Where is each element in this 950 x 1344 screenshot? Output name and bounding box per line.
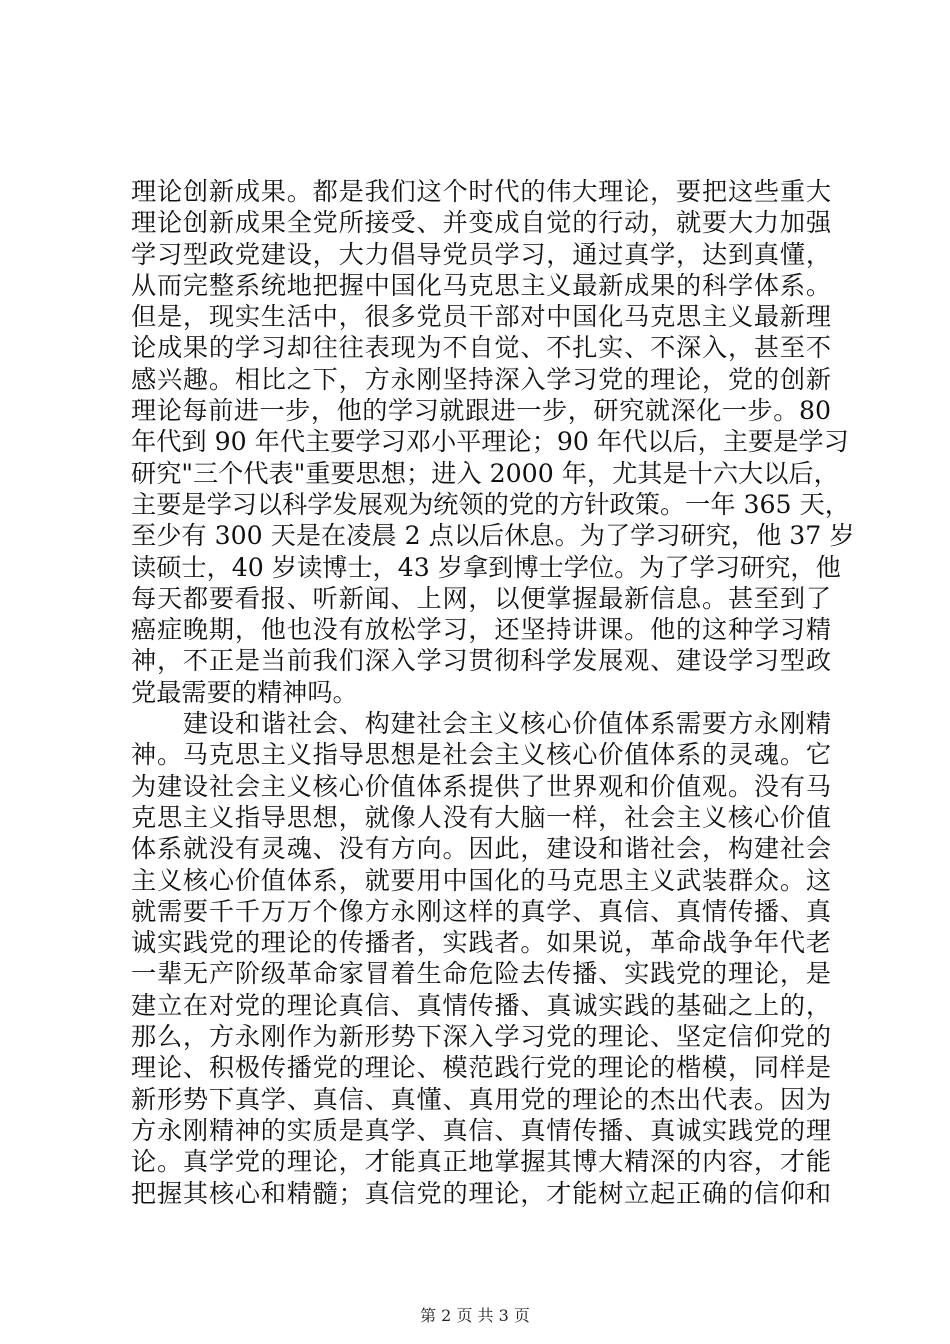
- text-line: 学习型政党建设，大力倡导党员学习，通过真学，达到真懂，: [131, 239, 831, 269]
- text-line: 研究"三个代表"重要思想；进入 2000 年，尤其是十六大以后，: [131, 458, 839, 488]
- text-line: 建设和谐社会、构建社会主义核心价值体系需要方永刚精: [131, 709, 831, 739]
- text-line: 至少有 300 天是在凌晨 2 点以后休息。为了学习研究，他 37 岁: [131, 521, 855, 551]
- text-line: 那么，方永刚作为新形势下深入学习党的理论、坚定信仰党的: [131, 1022, 831, 1052]
- text-line: 主义核心价值体系，就要用中国化的马克思主义武装群众。这: [131, 865, 831, 895]
- body-text: [131, 176, 855, 1209]
- text-line: 神。马克思主义指导思想是社会主义核心价值体系的灵魂。它: [131, 740, 831, 770]
- text-line: 从而完整系统地把握中国化马克思主义最新成果的科学体系。: [131, 270, 831, 300]
- text-line: 方永刚精神的实质是真学、真信、真情传播、真诚实践党的理: [131, 1115, 831, 1145]
- text-line: 理论创新成果。都是我们这个时代的伟大理论，要把这些重大: [131, 177, 831, 206]
- text-line: 理论创新成果全党所接受、并变成自觉的行动，就要大力加强: [131, 208, 831, 238]
- text-line: 党最需要的精神吗。: [131, 677, 358, 707]
- page-number-label: 第 2 页 共 3 页: [420, 1306, 530, 1325]
- text-line: 但是，现实生活中，很多党员干部对中国化马克思主义最新理: [131, 302, 831, 332]
- text-line: 神，不正是当前我们深入学习贯彻科学发展观、建设学习型政: [131, 646, 831, 676]
- page-footer: [0, 1303, 950, 1326]
- text-line: 体系就没有灵魂、没有方向。因此，建设和谐社会，构建社会: [131, 834, 831, 864]
- text-line: 每天都要看报、听新闻、上网，以便掌握最新信息。甚至到了: [131, 583, 831, 613]
- text-line: 克思主义指导思想，就像人没有大脑一样，社会主义核心价值: [131, 802, 831, 832]
- text-line: 把握其核心和精髓；真信党的理论，才能树立起正确的信仰和: [131, 1178, 831, 1208]
- text-line: 为建设社会主义核心价值体系提供了世界观和价值观。没有马: [131, 771, 831, 801]
- text-line: 论成果的学习却往往表现为不自觉、不扎实、不深入，甚至不: [131, 333, 831, 363]
- text-line: 理论、积极传播党的理论、模范践行党的理论的楷模，同样是: [131, 1053, 831, 1083]
- text-line: 新形势下真学、真信、真懂、真用党的理论的杰出代表。因为: [131, 1084, 831, 1114]
- text-line: 感兴趣。相比之下，方永刚坚持深入学习党的理论，党的创新: [131, 364, 831, 394]
- text-line: 建立在对党的理论真信、真情传播、真诚实践的基础之上的，: [131, 990, 831, 1020]
- text-line: 年代到 90 年代主要学习邓小平理论；90 年代以后，主要是学习: [131, 427, 849, 457]
- text-line: 一辈无产阶级革命家冒着生命危险去传播、实践党的理论，是: [131, 959, 831, 989]
- text-line: 癌症晚期，他也没有放松学习，还坚持讲课。他的这种学习精: [131, 615, 831, 645]
- text-line: 理论每前进一步，他的学习就跟进一步，研究就深化一步。80: [131, 396, 831, 426]
- text-line: 论。真学党的理论，才能真正地掌握其博大精深的内容，才能: [131, 1147, 831, 1177]
- text-line: 主要是学习以科学发展观为统领的党的方针政策。一年 365 天，: [131, 489, 850, 519]
- text-line: 就需要千千万万个像方永刚这样的真学、真信、真情传播、真: [131, 896, 831, 926]
- text-line: 读硕士，40 岁读博士，43 岁拿到博士学位。为了学习研究，他: [131, 552, 841, 582]
- text-line: 诚实践党的理论的传播者，实践者。如果说，革命战争年代老: [131, 928, 831, 958]
